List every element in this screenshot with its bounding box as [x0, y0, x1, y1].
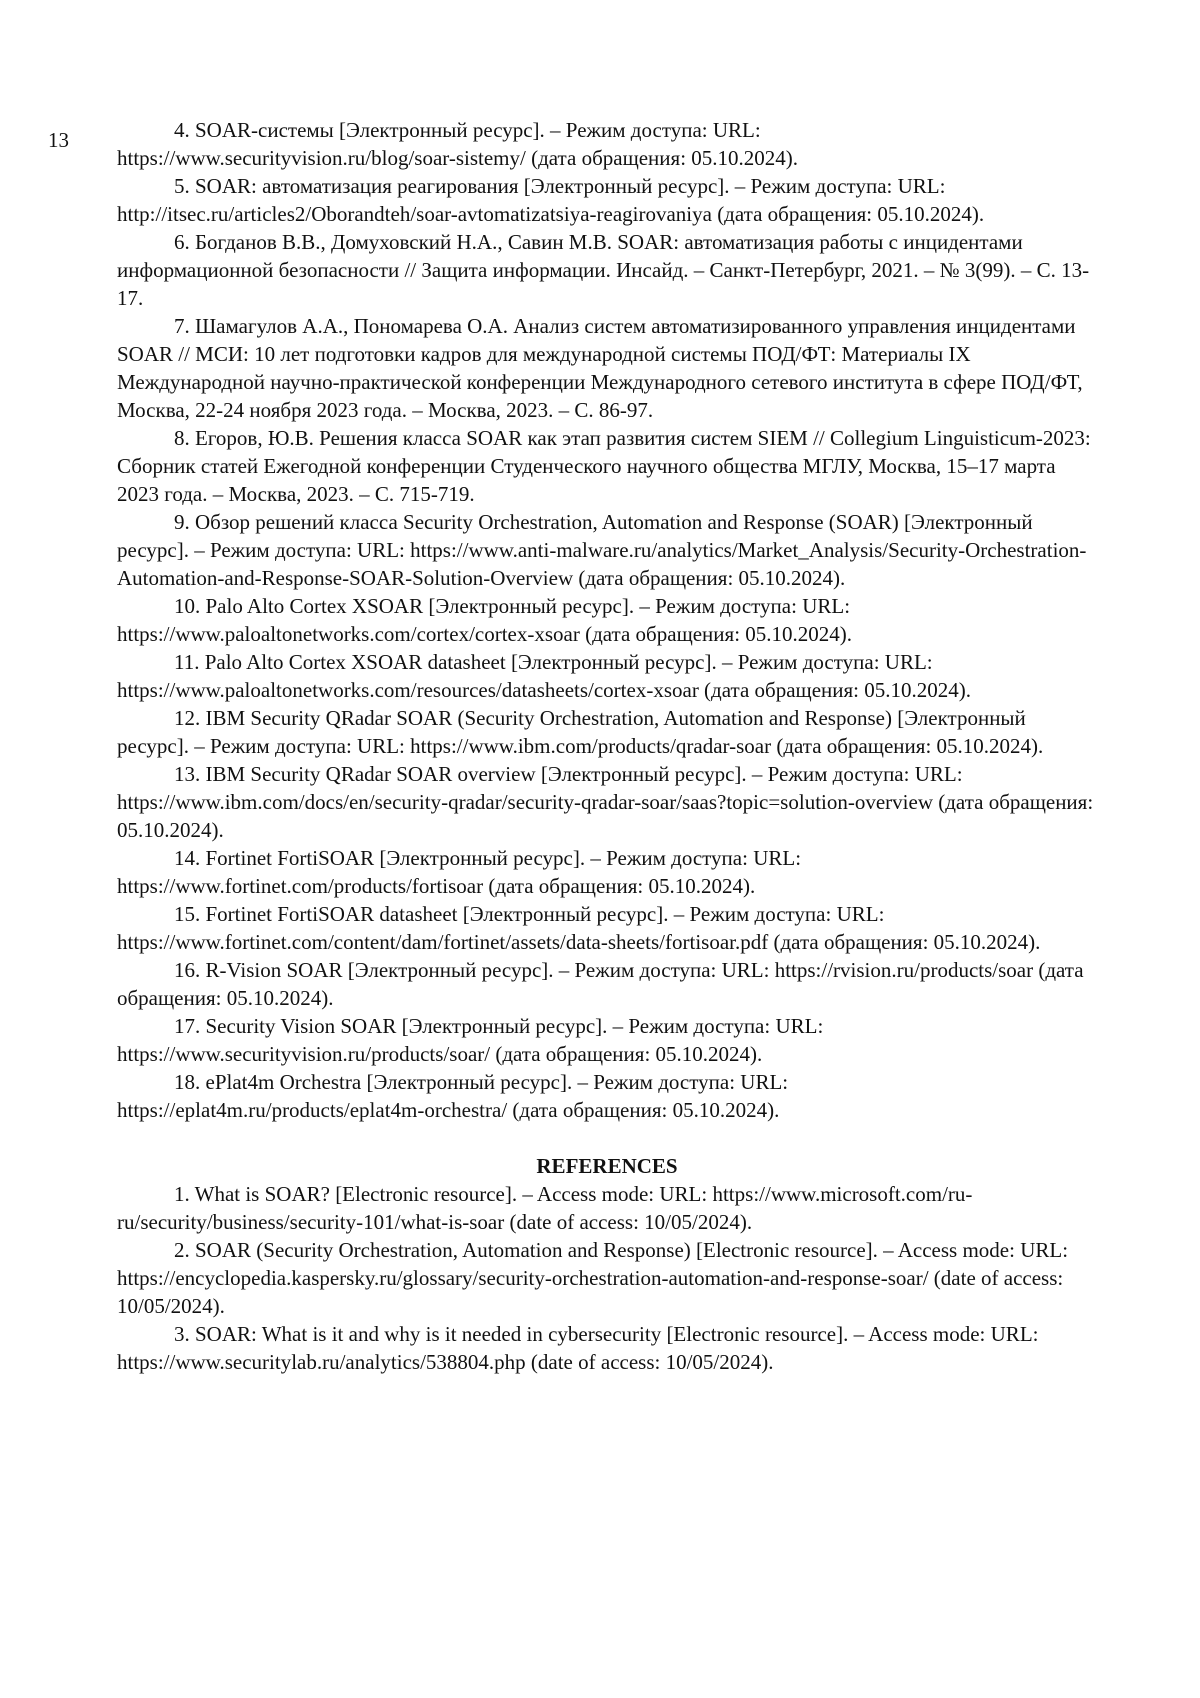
- english-reference-entry-3: 3. SOAR: What is it and why is it needed in cybersecurity [Electronic resource]. – Access mode: URL: https://www.securitylab.ru/analytics/538804.php (date of access: 10/05/2024).: [117, 1320, 1097, 1376]
- reference-entry-5: 5. SOAR: автоматизация реагирования [Электронный ресурс]. – Режим доступа: URL: http://itsec.ru/articles2/Oborandteh/soar-avtomatizatsiya-reagirovaniya (дата обращения: 05.10.2024).: [117, 172, 1097, 228]
- reference-entry-11: 11. Palo Alto Cortex XSOAR datasheet [Электронный ресурс]. – Режим доступа: URL: https://www.paloaltonetworks.com/resources/datasheets/cortex-xsoar (дата обращения: 05.10.2024).: [117, 648, 1097, 704]
- reference-entry-12: 12. IBM Security QRadar SOAR (Security Orchestration, Automation and Response) [Электронный ресурс]. – Режим доступа: URL: https://www.ibm.com/products/qradar-soar (дата обращения: 05.10.2024).: [117, 704, 1097, 760]
- reference-entry-8: 8. Егоров, Ю.В. Решения класса SOAR как этап развития систем SIEM // Collegium Linguisticum-2023: Сборник статей Ежегодной конференции Студенческого научного общества МГЛУ, Москва, 15–17 марта 2023 года. – Москва, 2023. – С. 715-719.: [117, 424, 1097, 508]
- reference-entry-17: 17. Security Vision SOAR [Электронный ресурс]. – Режим доступа: URL: https://www.securityvision.ru/products/soar/ (дата обращения: 05.10.2024).: [117, 1012, 1097, 1068]
- references-heading: REFERENCES: [117, 1152, 1097, 1180]
- reference-entry-10: 10. Palo Alto Cortex XSOAR [Электронный ресурс]. – Режим доступа: URL: https://www.paloaltonetworks.com/cortex/cortex-xsoar (дата обращения: 05.10.2024).: [117, 592, 1097, 648]
- reference-entry-4: 4. SOAR-системы [Электронный ресурс]. – Режим доступа: URL: https://www.securityvision.ru/blog/soar-sistemy/ (дата обращения: 05.10.2024).: [117, 116, 1097, 172]
- reference-entry-9: 9. Обзор решений класса Security Orchestration, Automation and Response (SOAR) [Электронный ресурс]. – Режим доступа: URL: https://www.anti-malware.ru/analytics/Market_Analysis/Security-Orchestration-Automation-and-Response-SOAR-Solution-Overview (дата обращения: 05.10.2024).: [117, 508, 1097, 592]
- reference-entry-16: 16. R-Vision SOAR [Электронный ресурс]. – Режим доступа: URL: https://rvision.ru/products/soar (дата обращения: 05.10.2024).: [117, 956, 1097, 1012]
- reference-entry-13: 13. IBM Security QRadar SOAR overview [Электронный ресурс]. – Режим доступа: URL: https://www.ibm.com/docs/en/security-qradar/security-qradar-soar/saas?topic=solution-overview (дата обращения: 05.10.2024).: [117, 760, 1097, 844]
- reference-entry-18: 18. ePlat4m Orchestra [Электронный ресурс]. – Режим доступа: URL: https://eplat4m.ru/products/eplat4m-orchestra/ (дата обращения: 05.10.2024).: [117, 1068, 1097, 1124]
- english-reference-entry-1: 1. What is SOAR? [Electronic resource]. – Access mode: URL: https://www.microsoft.com/ru-ru/security/business/security-101/what-is-soar (date of access: 10/05/2024).: [117, 1180, 1097, 1236]
- reference-entry-6: 6. Богданов В.В., Домуховский Н.А., Савин М.В. SOAR: автоматизация работы с инцидентами информационной безопасности // Защита информации. Инсайд. – Санкт-Петербург, 2021. – № 3(99). – С. 13-17.: [117, 228, 1097, 312]
- bibliography: [117, 116, 1097, 1376]
- page-number: 13: [48, 126, 69, 154]
- reference-entry-15: 15. Fortinet FortiSOAR datasheet [Электронный ресурс]. – Режим доступа: URL: https://www.fortinet.com/content/dam/fortinet/assets/data-sheets/fortisoar.pdf (дата обращения: 05.10.2024).: [117, 900, 1097, 956]
- reference-entry-14: 14. Fortinet FortiSOAR [Электронный ресурс]. – Режим доступа: URL: https://www.fortinet.com/products/fortisoar (дата обращения: 05.10.2024).: [117, 844, 1097, 900]
- english-reference-entry-2: 2. SOAR (Security Orchestration, Automation and Response) [Electronic resource]. – Access mode: URL: https://encyclopedia.kaspersky.ru/glossary/security-orchestration-automation-and-response-soar/ (date of access: 10/05/2024).: [117, 1236, 1097, 1320]
- reference-entry-7: 7. Шамагулов А.А., Пономарева О.А. Анализ систем автоматизированного управления инцидентами SOAR // МСИ: 10 лет подготовки кадров для международной системы ПОД/ФТ: Материалы IX Международной научно-практической конференции Международного сетевого института в сфере ПОД/ФТ, Москва, 22-24 ноября 2023 года. – Москва, 2023. – С. 86-97.: [117, 312, 1097, 424]
